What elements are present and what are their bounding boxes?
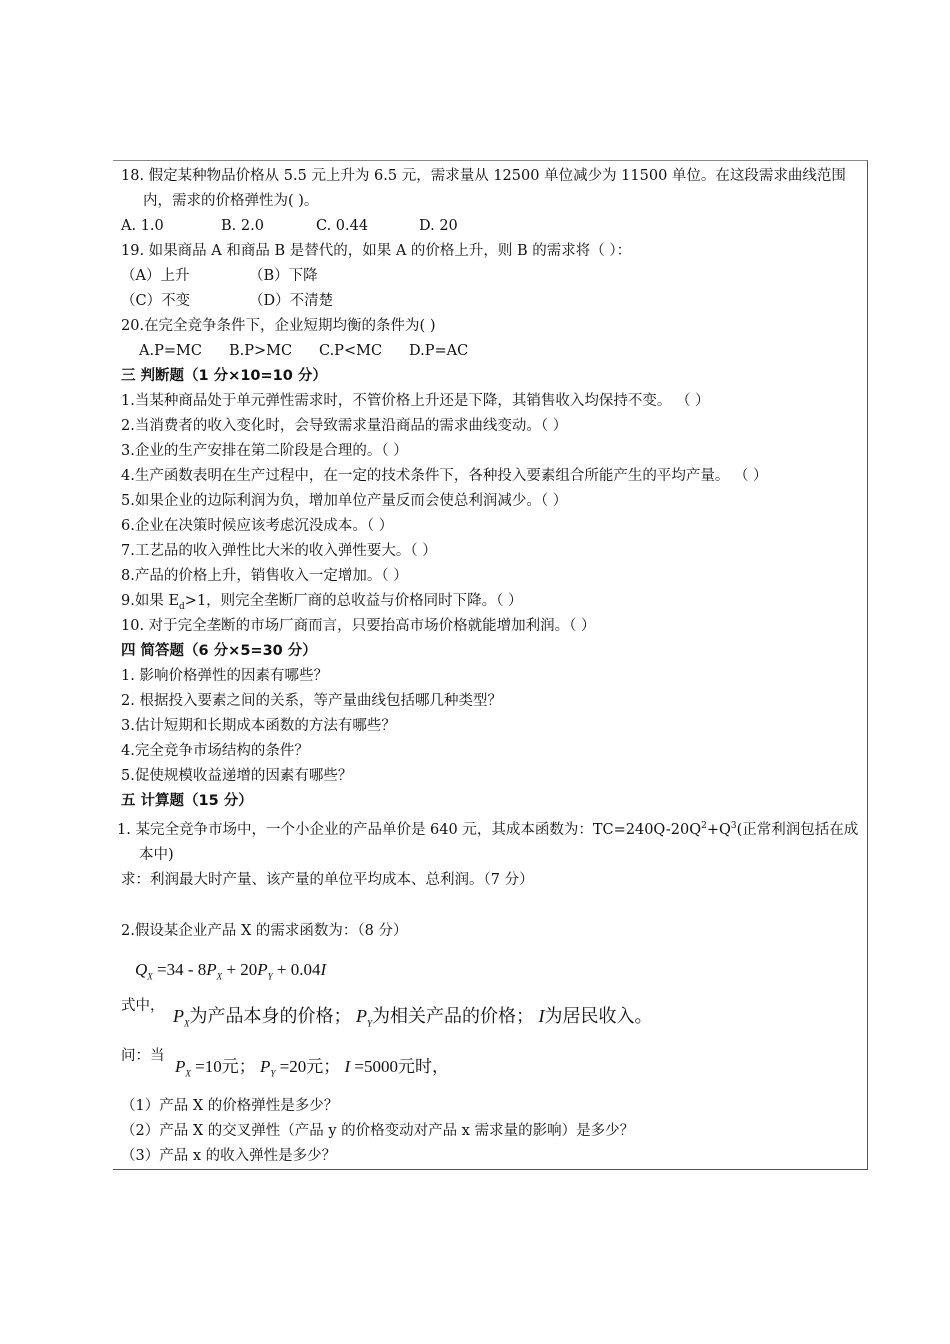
q19-option-d: （D）不清楚 bbox=[249, 293, 334, 309]
judge-item-10: 10. 对于完全垄断的市场厂商而言，只要抬高市场价格就能增加利润。（ ） bbox=[121, 618, 596, 634]
judge-item-4: 4.生产函数表明在生产过程中，在一定的技术条件下，各种投入要素组合所能产生的平均产量。 （ ） bbox=[121, 468, 768, 484]
exam-content bbox=[117, 162, 863, 1169]
judge-item-7: 7.工艺品的收入弹性比大米的收入弹性要大。（ ） bbox=[121, 543, 437, 559]
q18-option-d: D. 20 bbox=[419, 218, 458, 234]
q19-option-b: （B）下降 bbox=[249, 268, 318, 284]
judge-item-6: 6.企业在决策时候应该考虑沉没成本。（ ） bbox=[121, 518, 394, 534]
short-answer-2: 2. 根据投入要素之间的关系，等产量曲线包括哪几种类型？ bbox=[121, 693, 502, 709]
q19-option-a: （A）上升 bbox=[121, 268, 190, 284]
short-answer-3: 3.估计短期和长期成本函数的方法有哪些？ bbox=[121, 718, 396, 734]
formula-definitions: 式中， $P_X$为产品本身的价格； $P_Y$为相关产品的价格； I为居民收入。 bbox=[121, 997, 653, 1029]
judge-item-8: 8.产品的价格上升，销售收入一定增加。（ ） bbox=[121, 568, 408, 584]
sub-question-3: （3）产品 x 的收入弹性是多少？ bbox=[121, 1147, 337, 1164]
judge-item-3: 3.企业的生产安排在第二阶段是合理的。（ ） bbox=[121, 443, 408, 459]
q18-option-a: A. 1.0 bbox=[121, 218, 164, 234]
calc-question-2-intro: 2.假设某企业产品 X 的需求函数为：（8 分） bbox=[121, 922, 408, 939]
judge-item-2: 2.当消费者的收入变化时，会导致需求量沿商品的需求曲线变动。（ ） bbox=[121, 418, 568, 434]
section-3-title: 三 判断题（1 分×10=10 分） bbox=[121, 368, 327, 384]
short-answer-5: 5.促使规模收益递增的因素有哪些？ bbox=[121, 768, 353, 784]
question-20-options bbox=[121, 339, 863, 364]
section-5-title: 五 计算题（15 分） bbox=[121, 793, 253, 809]
q18-option-c: C. 0.44 bbox=[316, 218, 369, 234]
question-19-options-row1 bbox=[121, 264, 863, 289]
judge-item-9: 9.如果 $E_d>1$，则完全垄断厂商的总收益与价格同时下降。（ ） bbox=[121, 593, 523, 612]
question-19-options-row2 bbox=[121, 289, 863, 314]
q20-option-d: D.P=AC bbox=[409, 343, 469, 359]
q20-option-a: A.P=MC bbox=[139, 343, 202, 359]
q19-option-c: （C）不变 bbox=[121, 293, 191, 309]
question-19: 19. 如果商品 A 和商品 B 是替代的，如果 A 的价格上升，则 B 的需求将（ ）： bbox=[121, 243, 632, 259]
section-4-title: 四 简答题（6 分×5=30 分） bbox=[121, 643, 317, 659]
sub-question-2: （2）产品 X 的交叉弹性（产品 y 的价格变动对产品 x 需求量的影响）是多少？ bbox=[121, 1122, 635, 1139]
q18-option-b: B. 2.0 bbox=[221, 218, 264, 234]
demand-formula: $Q_X =34 - 8P_X + 20P_Y + 0.04I$ bbox=[135, 959, 327, 982]
q20-option-c: C.P<MC bbox=[319, 343, 383, 359]
formula-conditions: 问：当 $P_X =10$元； $P_Y =20$元； I =5000元时， bbox=[121, 1047, 449, 1079]
question-18-options bbox=[121, 214, 863, 239]
sub-question-1: （1）产品 X 的价格弹性是多少？ bbox=[121, 1097, 339, 1114]
calc-question-1-ask: 求：利润最大时产量、该产量的单位平均成本、总利润。（7 分） bbox=[121, 871, 534, 888]
short-answer-1: 1. 影响价格弹性的因素有哪些？ bbox=[121, 668, 328, 684]
judge-item-1: 1.当某种商品处于单元弹性需求时，不管价格上升还是下降，其销售收入均保持不变。 （ ） bbox=[121, 393, 710, 409]
calc-question-1: 1. 某完全竞争市场中，一个小企业的产品单价是 640 元，其成本函数为：$TC=240Q-20Q^2+Q^3$(正常利润包括在成本中) bbox=[117, 821, 859, 863]
question-20: 20.在完全竞争条件下，企业短期均衡的条件为( ) bbox=[121, 318, 436, 334]
q20-option-b: B.P>MC bbox=[229, 343, 293, 359]
question-18: 18. 假定某种物品价格从 5.5 元上升为 6.5 元，需求量从 12500 单位减少为 11500 单位。在这段需求曲线范围内，需求的价格弹性为( )。 bbox=[121, 168, 846, 209]
short-answer-4: 4.完全竞争市场结构的条件？ bbox=[121, 743, 309, 759]
judge-item-5: 5.如果企业的边际利润为负，增加单位产量反而会使总利润减少。（ ） bbox=[121, 493, 568, 509]
